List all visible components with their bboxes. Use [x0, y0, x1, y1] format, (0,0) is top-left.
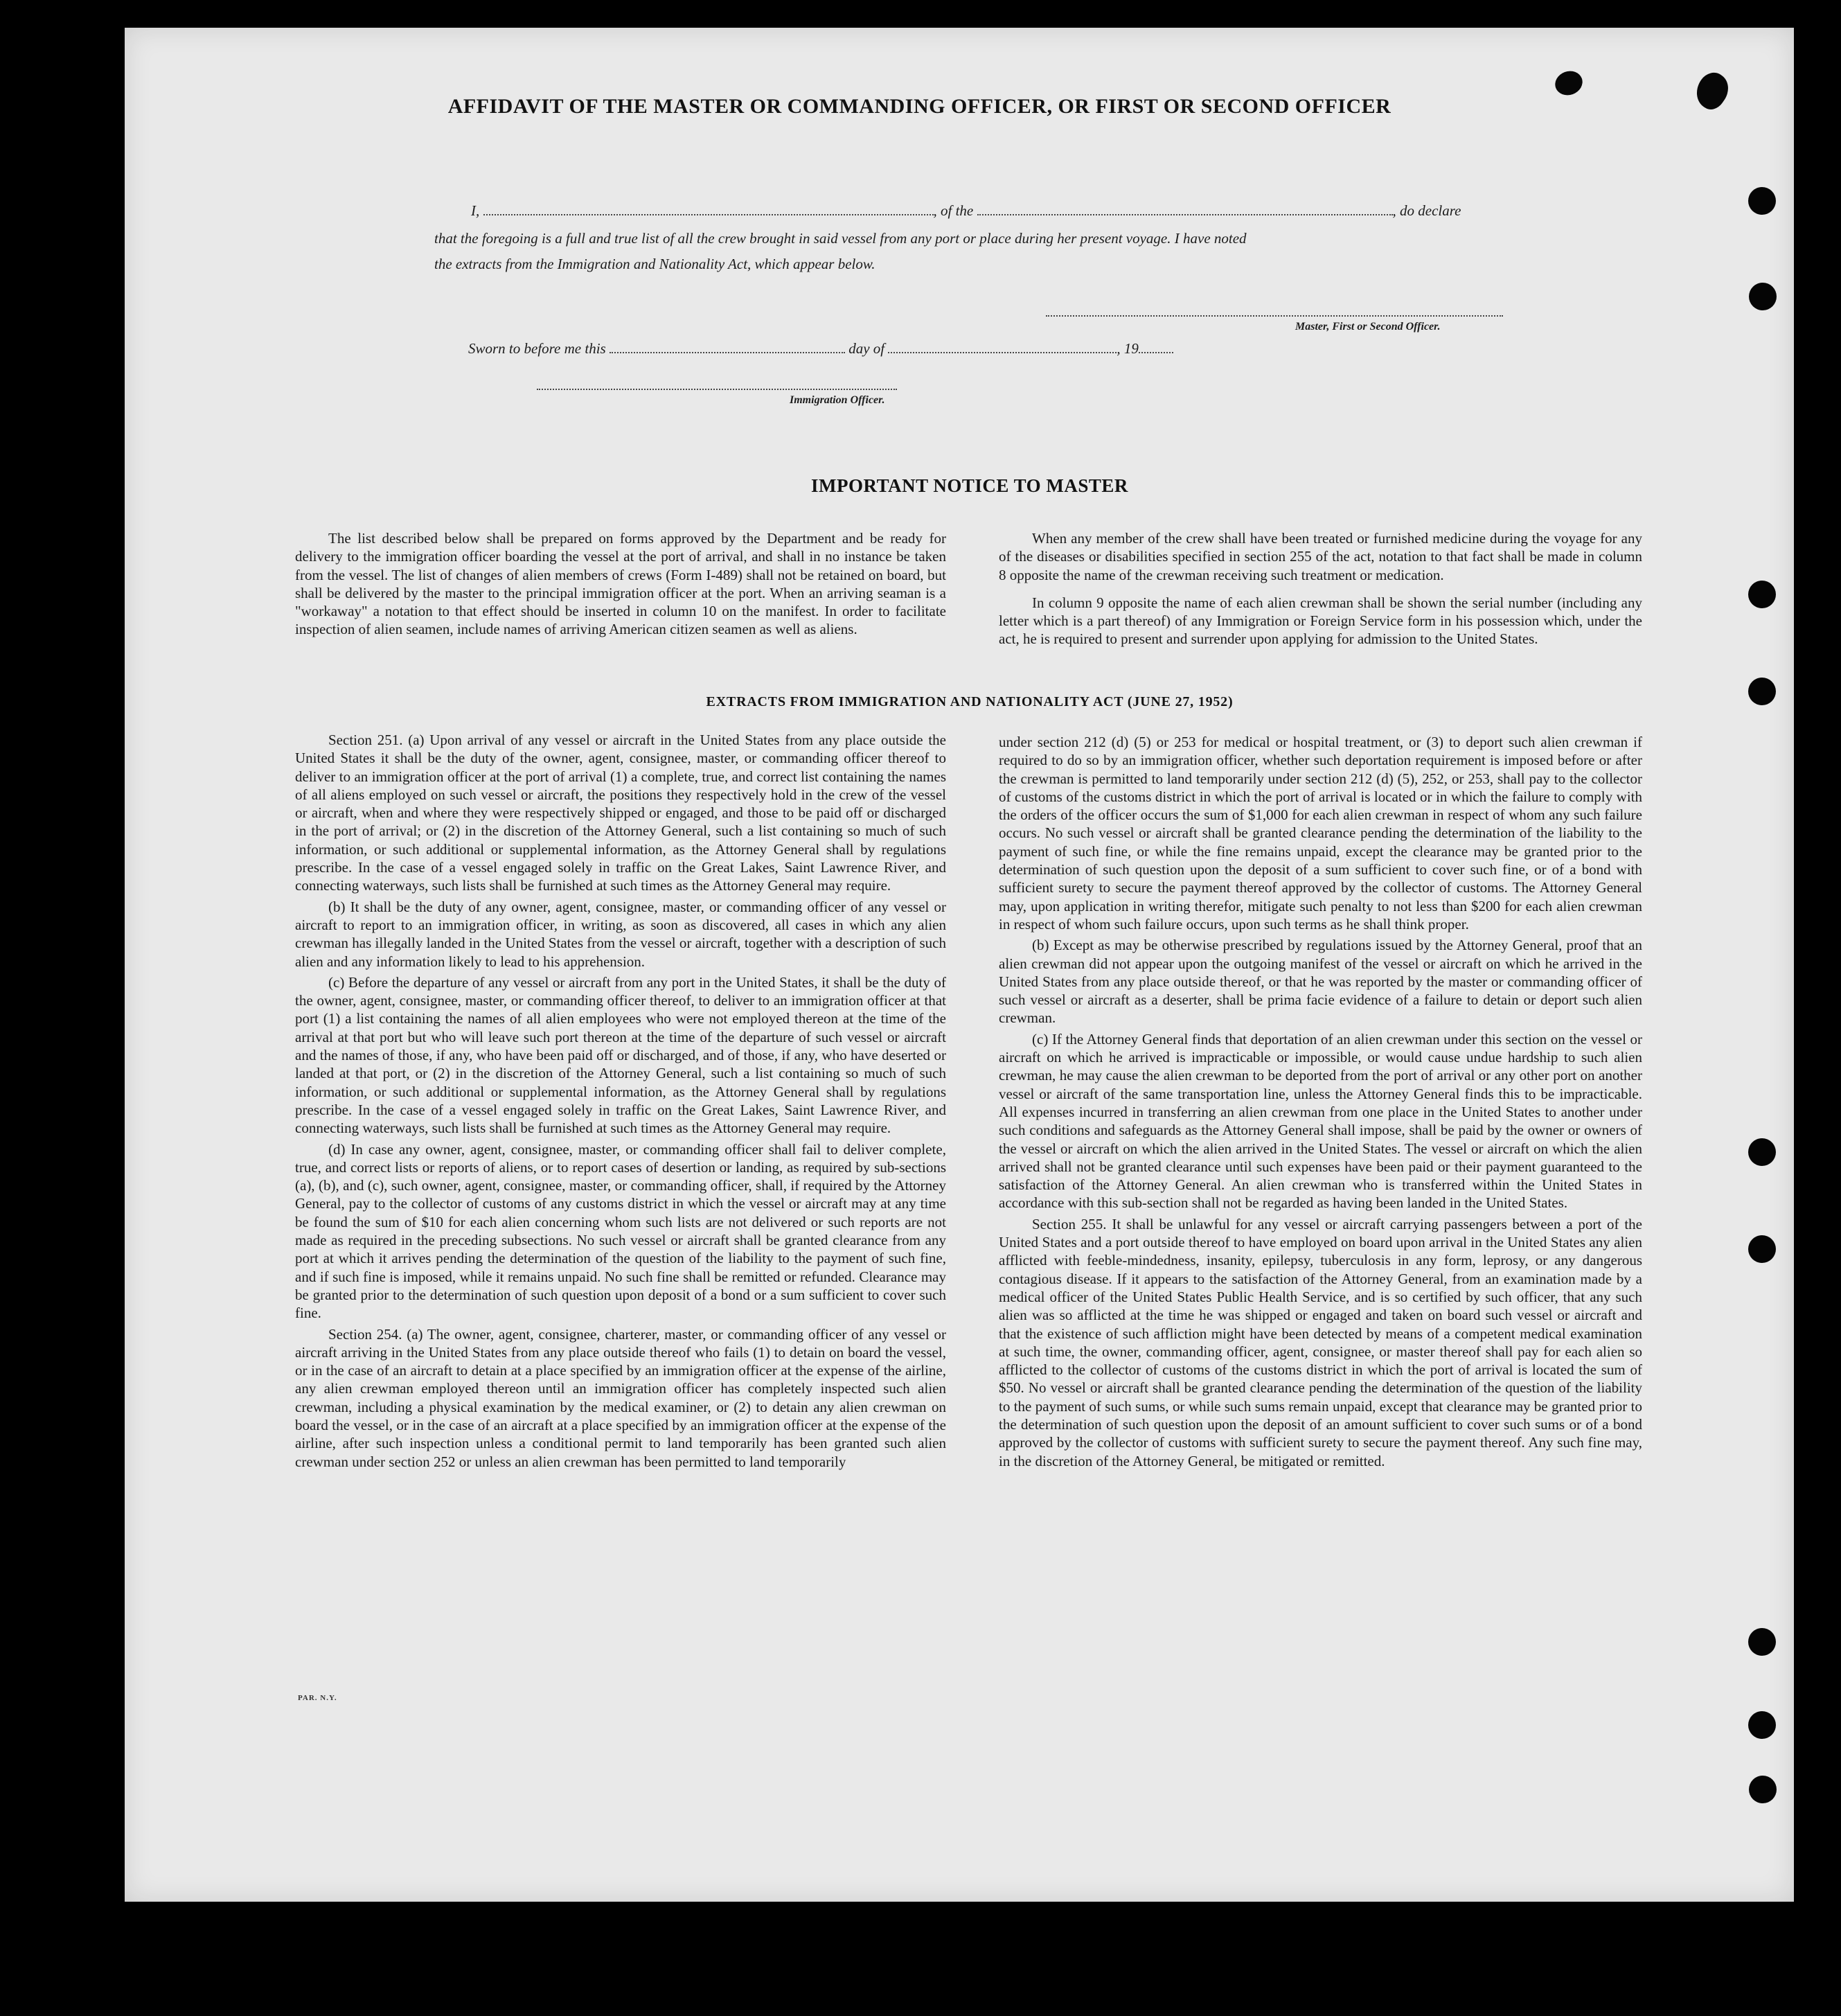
section-251-c: (c) Before the departure of any vessel or aircraft from any port in the United States, it shall be the duty of the owner, agent, consignee, master, or commanding officer thereof, to deliver to an immigration officer at that port (1) a list containing the names of all alien employees who were not employed thereon at the time of the arrival at that port but who will leave such port thereon at the time of the departure of such vessel or aircraft and the names of those, if any, who have been paid off or discharged, and of those, if any, who have deserted or landed at that port, or (2) in the discretion of the Attorney General, such a list containing so much of such information, or such additional or supplemental information, as the Attorney General shall by regulations prescribe. In the case of a vessel engaged solely in traffic on the Great Lakes, Saint Lawrence River, and connecting waterways, such lists shall be furnished at such times as the Attorney General may require. [295, 973, 946, 1137]
notice-right-paragraph-1: When any member of the crew shall have been treated or furnished medicine during the voyage for any of the diseases or disabilities specified in section 255 of the act, notation to that fact shall be made in column 8 opposite the name of the crewman receiving such treatment or medication. [999, 530, 1642, 583]
declare-i: I, [471, 202, 480, 219]
officer-signature-line [537, 389, 897, 390]
notice-left-paragraph: The list described below shall be prepared on forms approved by the Department and be ready for delivery to the immigration officer boarding the vessel at the port of arrival, and shall in no instance be taken from the vessel. The list of changes of alien members of crews (Form I-489) shall not be retained on board, but shall be delivered by the master to the principal immigration officer at the port. When an arriving seaman is a "workaway" a notation to that effect should be inserted in column 10 on the manifest. In order to facilitate inspection of alien seamen, include names of arriving American citizen seamen as well as aliens. [295, 530, 946, 638]
declaration-line [471, 202, 1461, 220]
punch-hole [1748, 187, 1776, 215]
section-251-b: (b) It shall be the duty of any owner, agent, consignee, master, or commanding officer of any vessel or aircraft to report to an immigration officer, in writing, as soon as discovered, all cases in which any alien crewman has illegally landed in the United States from the vessel or aircraft, together with a description of such alien and any information likely to lead to his apprehension. [295, 898, 946, 970]
punch-hole [1748, 1711, 1776, 1739]
affidavit-title: AFFIDAVIT OF THE MASTER OR COMMANDING OFFICER, OR FIRST OR SECOND OFFICER [447, 95, 1391, 118]
master-signature-label: Master, First or Second Officer. [1295, 321, 1441, 333]
notice-left-column [295, 529, 946, 642]
punch-hole [1748, 581, 1776, 608]
notice-right-paragraph-2: In column 9 opposite the name of each alien crewman shall be shown the serial number (including any letter which is a part thereof) of any Immigration or Foreign Service form in his possession which, under the act, he is required to present and surrender upon applying for admission to the United States. [999, 594, 1642, 648]
section-251-d: (d) In case any owner, agent, consignee, master, or commanding officer shall fail to deliver complete, true, and correct lists or reports of aliens, or to report cases of desertion or landing, as required by sub-sections (a), (b), and (c), such owner, agent, consignee, master, or commanding officer, shall, if required by the Attorney General, pay to the collector of customs of any customs district in which the vessel or aircraft may at any time be found the sum of $10 for each alien concerning whom such lists are not delivered or such reports are not made as required in the preceding subsections. No such vessel or aircraft shall be granted clearance from any port at which it arrives pending the determination of the question of the liability to the payment of such fine, and if such fine is imposed, while it remains unpaid. No such fine shall be remitted or refunded. Clearance may be granted prior to the determination of such question upon deposit of a bond or a sum sufficient to cover such fine. [295, 1140, 946, 1322]
printer-mark: PAR. N.Y. [298, 1694, 337, 1702]
declare-of-the: , of the [933, 202, 974, 219]
section-254-a-continued: under section 212 (d) (5) or 253 for medical or hospital treatment, or (3) to deport such alien crewman if required to do so by an immigration officer, whether such deportation requirement is imposed before or after the crewman is permitted to land temporarily under section 212 (d) (5), 252, or 253, shall pay to the collector of customs of the customs district in which the port of arrival is located or in which the failure to comply with the orders of the officer occurs the sum of $1,000 for each alien crewman in respect of whom any such failure occurs. No such vessel or aircraft shall be granted clearance pending the determination of the liability to the payment of such fine, or while the fine remains unpaid, except the clearance may be granted prior to the determination of such question upon the deposit of a sum sufficient to cover such fine, or of a bond with sufficient surety to secure the payment thereof approved by the collector of customs. The Attorney General may, upon application in writing therefor, mitigate such penalty to not less than $200 for each alien crewman in respect of whom such failure occurs, upon such terms as he shall think proper. [999, 734, 1642, 932]
sworn-prefix: Sworn to before me this [468, 340, 606, 357]
declare-do-declare: , do declare [1392, 202, 1461, 219]
statement-line-2: the extracts from the Immigration and Nationality Act, which appear below. [434, 256, 875, 272]
statement-line-1: that the foregoing is a full and true list of all the crew brought in said vessel from any port or place during her present voyage. I have noted [434, 230, 1247, 247]
section-254-c: (c) If the Attorney General finds that deportation of an alien crewman under this section on the vessel or aircraft on which he arrived is impracticable or impossible, or would cause undue hardship to such alien crewman, he may cause the alien crewman to be deported from the port of arrival or any other port on another vessel or aircraft of the same transportation line, unless the Attorney General finds this to be impracticable. All expenses incurred in transferring an alien crewman from one place in the United States to another under such conditions and safeguards as the Attorney General shall impose, shall be paid by the owner or owners of the vessel or aircraft on which the alien arrived in the United States. The vessel or aircraft on which the alien arrived shall not be granted clearance until such expenses have been paid or their payment guaranteed to the satisfaction of the Attorney General. An alien crewman who is transferred within the United States in accordance with this sub-section shall not be regarded as having been landed in the United States. [999, 1030, 1642, 1212]
master-signature-line [1046, 315, 1503, 317]
extracts-left-column [295, 731, 946, 1474]
punch-hole [1748, 1138, 1776, 1166]
extracts-right-column [999, 733, 1642, 1473]
extracts-title: EXTRACTS FROM IMMIGRATION AND NATIONALITY ACT (JUNE 27, 1952) [706, 694, 1234, 709]
punch-hole [1748, 678, 1776, 705]
officer-signature-label: Immigration Officer. [790, 394, 885, 406]
punch-hole [1749, 1776, 1777, 1803]
punch-hole [1748, 1628, 1776, 1656]
punch-hole [1748, 1235, 1776, 1263]
section-254-b: (b) Except as may be otherwise prescribed by regulations issued by the Attorney General, proof that an alien crewman did not appear upon the outgoing manifest of the vessel or aircraft on which he arrived in the United States from any place outside thereof, or that he was reported by the master or commanding officer of such vessel or aircraft as a deserter, shall be prima facie evidence of a failure to detain or deport such alien crewman. [999, 937, 1642, 1027]
punch-hole [1749, 283, 1777, 310]
section-255: Section 255. It shall be unlawful for any vessel or aircraft carrying passengers between a port of the United States and a port outside thereof to have employed on board upon arrival in the United States any alien afflicted with feeble-mindedness, insanity, epilepsy, tuberculosis in any form, leprosy, or any dangerous contagious disease. If it appears to the satisfaction of the Attorney General, from an examination made by a medical officer of the United States Public Health Service, and is so certified by such officer, that any such alien was so afflicted at the time he was shipped or engaged and taken on board such vessel or aircraft and that the existence of such affliction might have been detected by means of a competent medical examination at such time, the owner, commanding officer, agent, consignee, or master thereof shall pay for each alien so afflicted to the collector of customs of the customs district in which the port of arrival is located the sum of $50. No vessel or aircraft shall be granted clearance pending the determination of the question of the liability to the payment of such sums, or while such sums remain unpaid, except that clearance may be granted prior to the determination of such question upon the deposit of an amount sufficient to cover such sums or of a bond approved by the collector of customs with sufficient surety to secure the payment thereof. Any such fine may, in the discretion of the Attorney General, be mitigated or remitted. [999, 1215, 1642, 1469]
sworn-year: , 19 [1117, 340, 1139, 357]
sworn-line [468, 340, 1173, 357]
section-251-a: Section 251. (a) Upon arrival of any vessel or aircraft in the United States from any place outside the United States it shall be the duty of the owner, agent, consignee, master, or commanding officer thereof to deliver to an immigration officer at the port of arrival (1) a complete, true, and correct list containing the names of all aliens employed on such vessel or aircraft, the positions they respectively hold in the crew of the vessel or aircraft, when and where they were respectively shipped or engaged, and those to be paid off or discharged in the port of arrival; or (2) in the discretion of the Attorney General, such a list containing so much of such information, or such additional or supplemental information, as the Attorney General shall by regulations prescribe. In the case of a vessel engaged solely in traffic on the Great Lakes, Saint Lawrence River, and connecting waterways, such lists shall be furnished at such times as the Attorney General may require. [295, 732, 946, 894]
notice-right-column [999, 529, 1642, 651]
section-254-a: Section 254. (a) The owner, agent, consignee, charterer, master, or commanding officer of any vessel or aircraft arriving in the United States from any place outside thereof who fails (1) to detain on board the vessel, or in the case of an aircraft to detain at a place specified by an immigration officer at the expense of the airline, any alien crewman employed thereon until an immigration officer has completely inspected such alien crewman, including a physical examination by the medical examiner, or (2) to detain any alien crewman on board the vessel, or in the case of an aircraft at a place specified by an immigration officer at the expense of the airline, after such inspection unless a conditional permit to land temporarily has been granted such alien crewman under section 252 or unless an alien crewman has been permitted to land temporarily [295, 1325, 946, 1470]
sworn-day-of: day of [848, 340, 885, 357]
notice-title: IMPORTANT NOTICE TO MASTER [811, 475, 1128, 496]
